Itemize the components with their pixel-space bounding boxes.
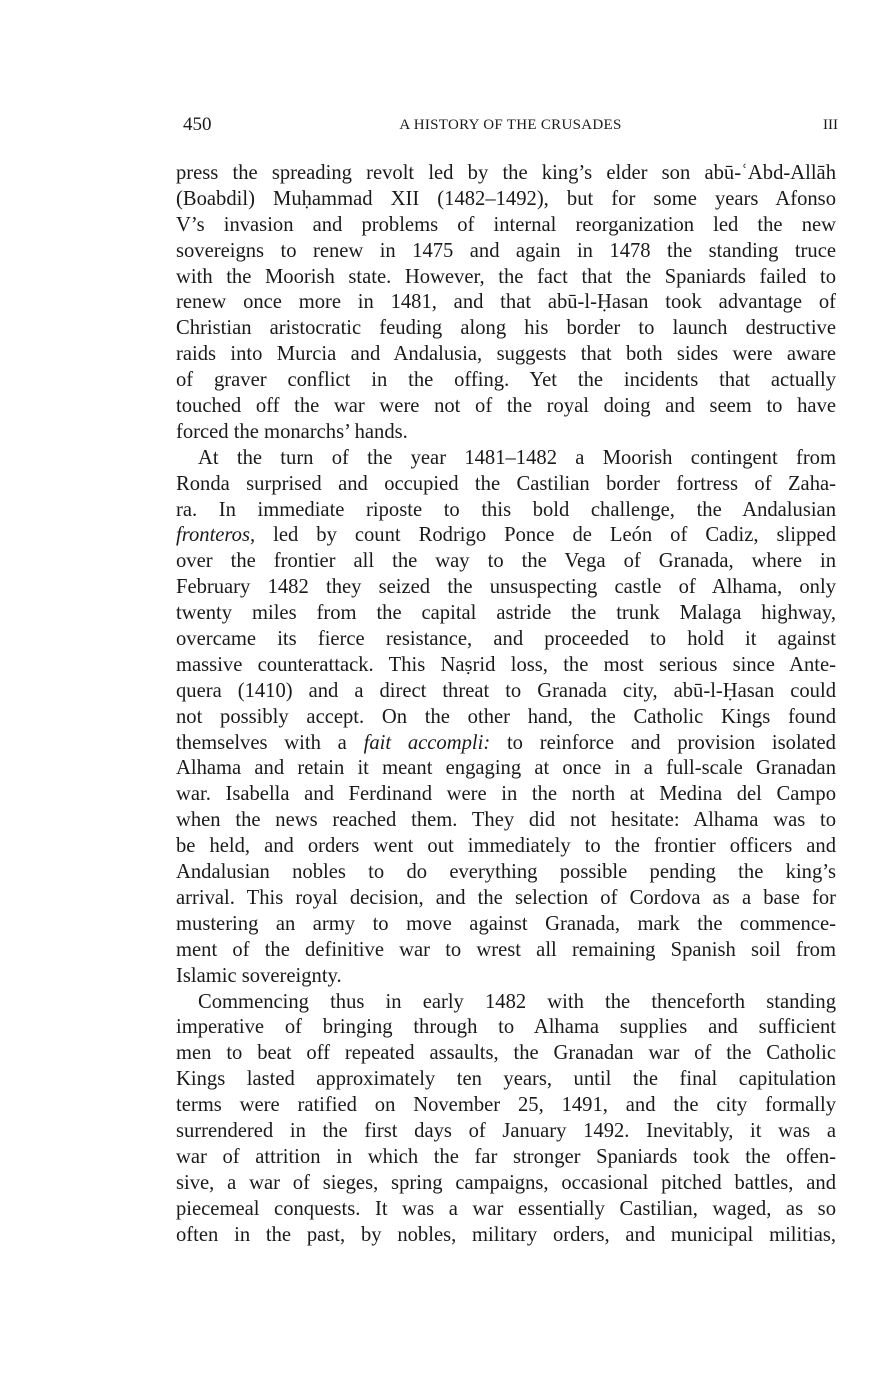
italic-term: fait accompli: [363,731,491,754]
text-line: surrendered in the first days of January 1492. Inevitably, it was a [176,1119,836,1142]
text-line: piecemeal conquests. It was a war essentially Castilian, waged, as so [176,1197,836,1220]
body-text [176,161,836,1248]
text-line: renew once more in 1481, and that abū-l-Ḥasan took advantage of [176,291,836,314]
text-line: often in the past, by nobles, military orders, and municipal militias, [176,1223,836,1246]
text-line: V’s invasion and problems of internal reorganization led the new [176,213,836,236]
text-line: quera (1410) and a direct threat to Granada city, abū-l-Ḥasan could [176,679,836,702]
text-line: over the frontier all the way to the Vega of Granada, where in [176,550,836,573]
text-line: ment of the definitive war to wrest all remaining Spanish soil from [176,938,836,961]
text-line: massive counterattack. This Naṣrid loss, the most serious since Ante- [176,653,836,676]
volume-number: III [823,117,838,133]
text-line: men to beat off repeated assaults, the Granadan war of the Catholic [176,1042,836,1065]
text-line: imperative of bringing through to Alhama supplies and sufficient [176,1016,836,1039]
text-line: touched off the war were not of the royal doing and seem to have [176,395,836,418]
text-line-mixed [176,731,836,757]
text-line: raids into Murcia and Andalusia, suggests that both sides were aware [176,343,836,366]
text-line: At the turn of the year 1481–1482 a Moorish contingent from [198,446,836,469]
text-line: ra. In immediate riposte to this bold challenge, the Andalusian [176,498,836,521]
text-line: arrival. This royal decision, and the selection of Cordova as a base for [176,886,836,909]
text-line: Kings lasted approximately ten years, until the final capitulation [176,1068,836,1091]
text-line: with the Moorish state. However, the fact that the Spaniards failed to [176,265,836,288]
text-run: to reinforce and provision isolated [490,731,836,754]
text-line: press the spreading revolt led by the king’s elder son abū-ʿAbd-Allāh [176,162,836,184]
text-line: not possibly accept. On the other hand, the Catholic Kings found [176,705,836,728]
text-line: war of attrition in which the far stronger Spaniards took the offen- [176,1145,836,1168]
page-number: 450 [183,114,212,135]
text-run: themselves with a [176,731,364,754]
text-line: of graver conflict in the offing. Yet the incidents that actually [176,369,836,392]
text-line: mustering an army to move against Granada, mark the commence- [176,912,836,935]
text-line: February 1482 they seized the unsuspecting castle of Alhama, only [176,576,836,599]
text-line: (Boabdil) Muḥammad XII (1482–1492), but for some years Afonso [176,187,836,210]
text-line: war. Isabella and Ferdinand were in the north at Medina del Campo [176,783,836,806]
text-line: terms were ratified on November 25, 1491, and the city formally [176,1094,836,1117]
text-line: Alhama and retain it meant engaging at once in a full-scale Granadan [176,757,836,780]
running-title: A HISTORY OF THE CRUSADES [399,117,622,133]
text-line: forced the monarchs’ hands. [176,420,408,443]
page-header [183,114,838,140]
text-run: led by count Rodrigo Ponce de León of Cadiz, slipped [255,524,836,547]
italic-term: fronteros, [176,524,256,547]
text-line: sovereigns to renew in 1475 and again in 1478 the standing truce [176,239,836,262]
text-line: twenty miles from the capital astride the trunk Malaga highway, [176,602,836,625]
text-line: Islamic sovereignty. [176,964,342,987]
text-line: be held, and orders went out immediately to the frontier officers and [176,835,836,858]
text-line: sive, a war of sieges, spring campaigns, occasional pitched battles, and [176,1171,836,1194]
text-line: Christian aristocratic feuding along his border to launch destructive [176,317,836,340]
text-line: Ronda surprised and occupied the Castilian border fortress of Zaha- [176,472,836,495]
text-line: Andalusian nobles to do everything possible pending the king’s [176,861,836,884]
text-line-mixed [176,523,836,549]
text-line: Commencing thus in early 1482 with the thenceforth standing [198,990,836,1013]
text-line: overcame its fierce resistance, and proceeded to hold it against [176,628,836,651]
text-line: when the news reached them. They did not hesitate: Alhama was to [176,809,836,832]
